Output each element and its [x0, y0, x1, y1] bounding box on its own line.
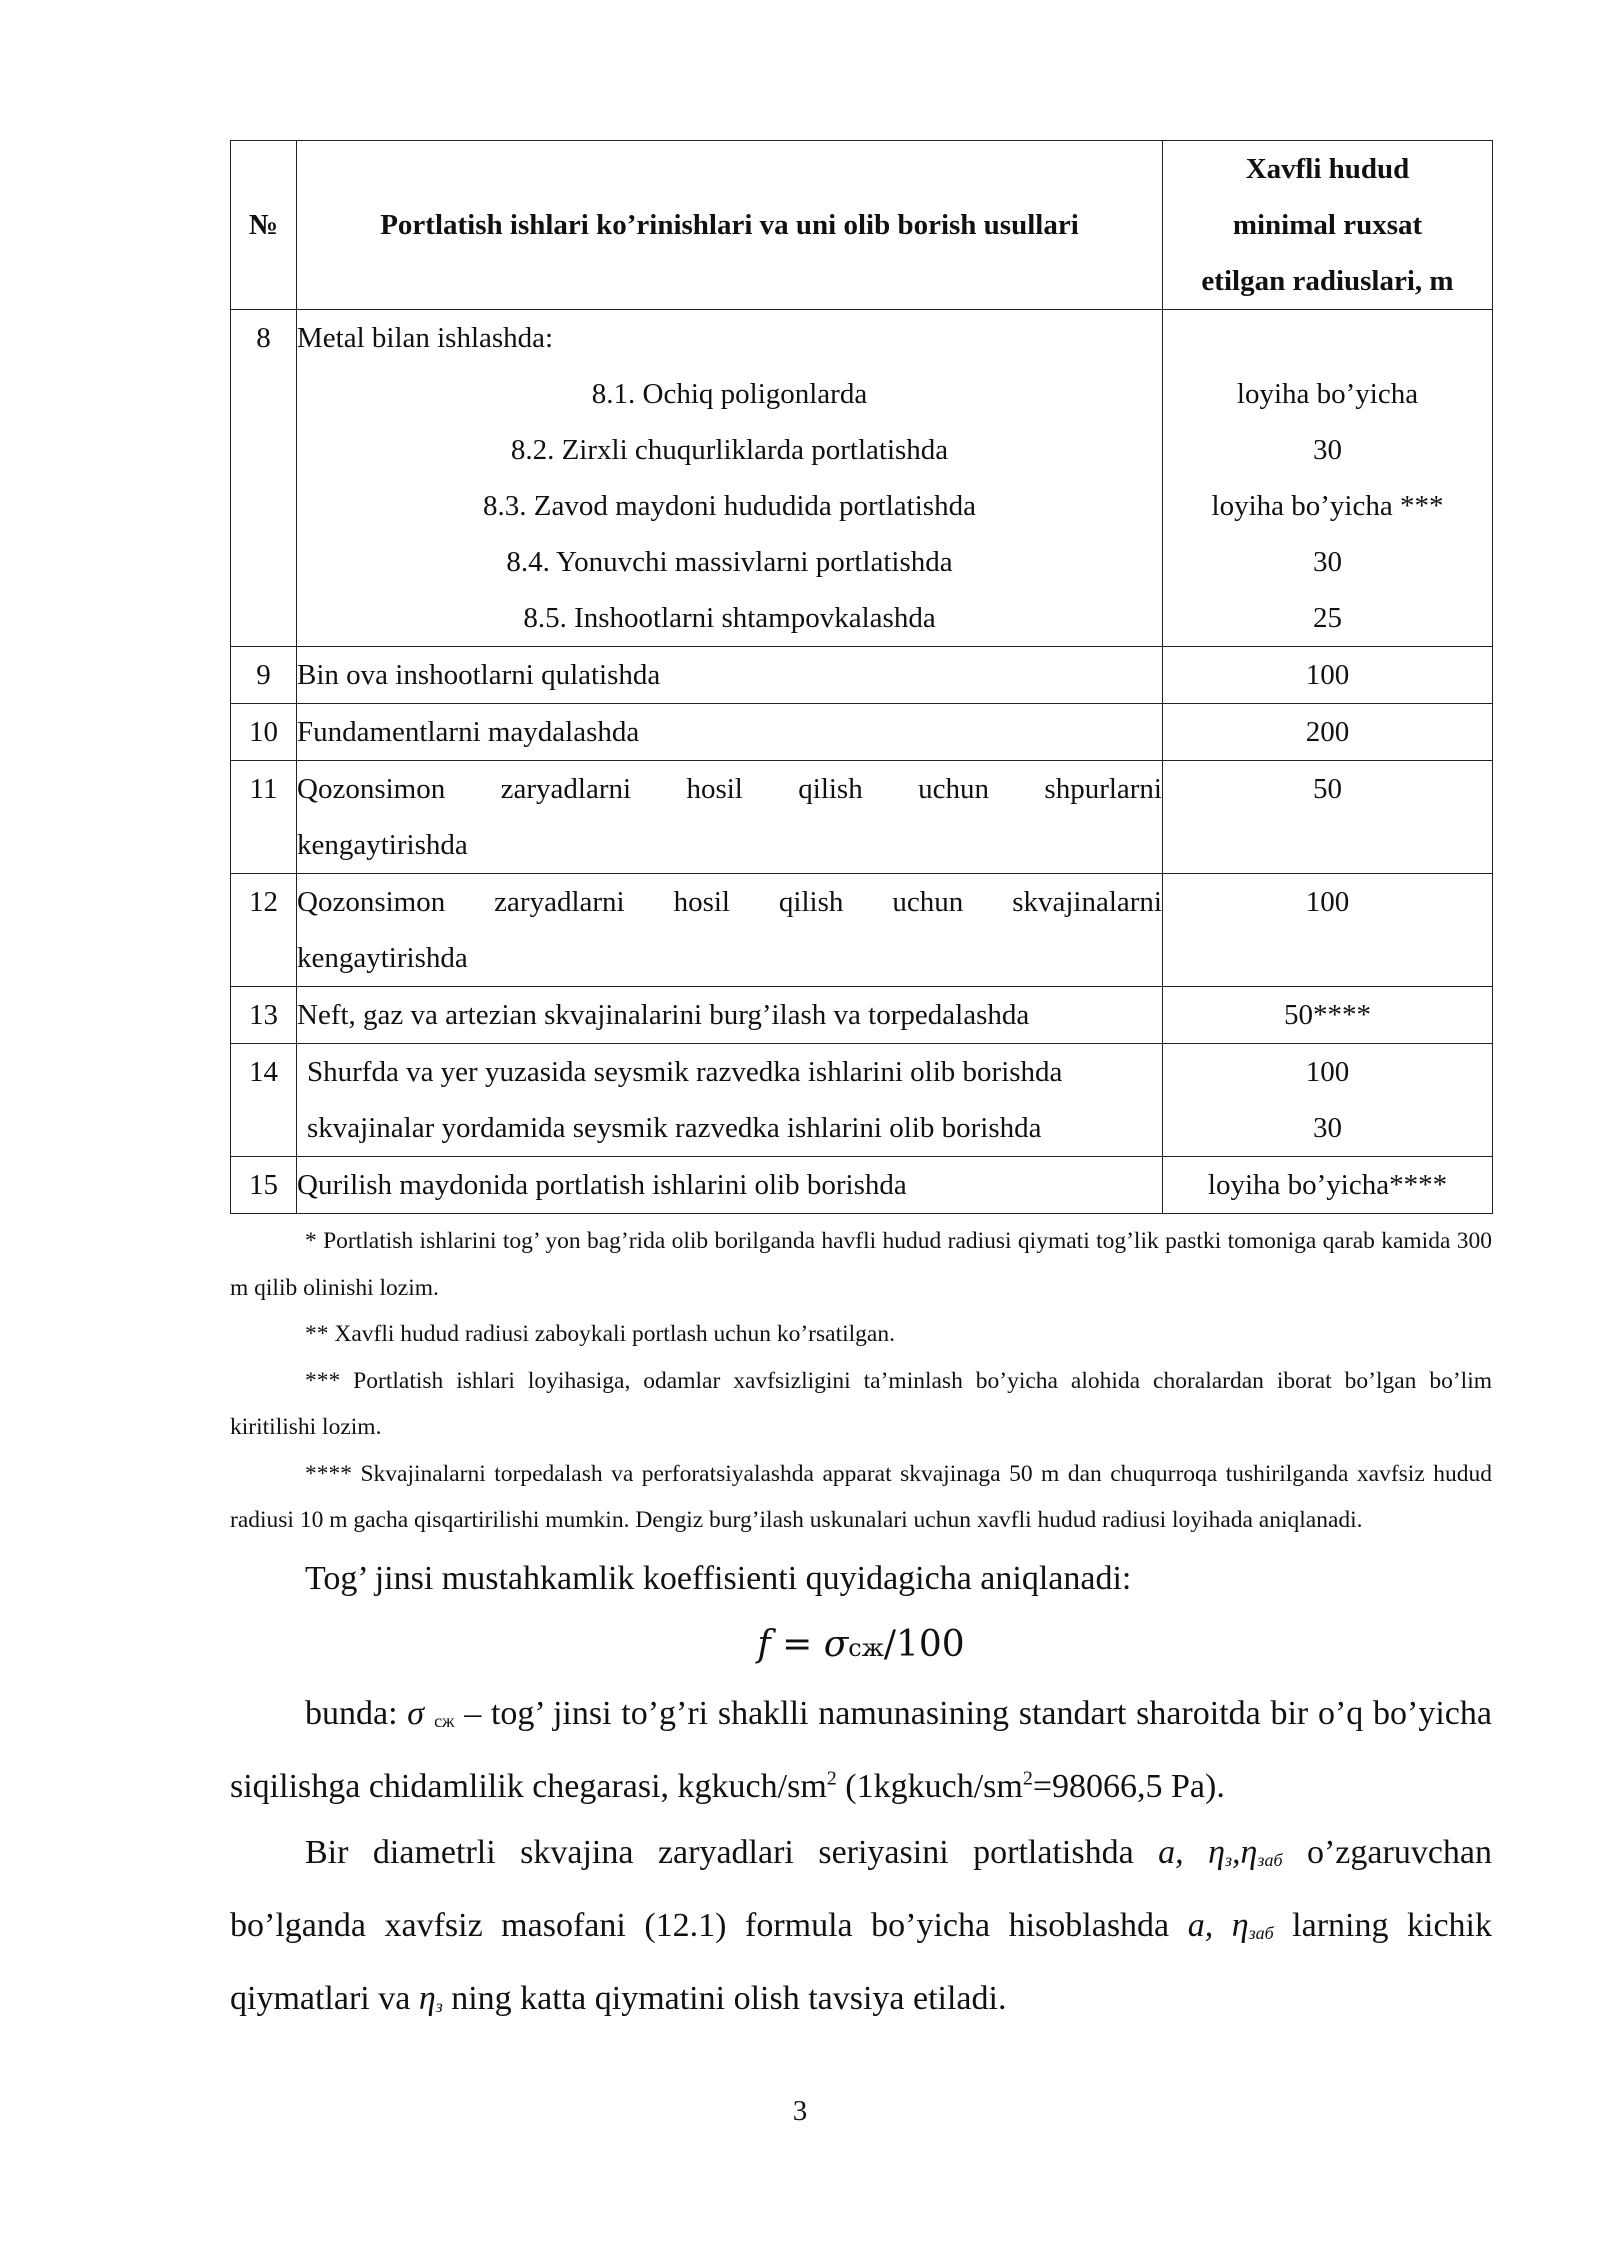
table-row — [231, 1044, 1493, 1157]
table-row — [231, 987, 1493, 1044]
p3-vars2: a, η — [1187, 1906, 1249, 1944]
table-row — [231, 1157, 1493, 1214]
row-radius-value1: 100 — [1305, 1056, 1350, 1088]
row-number-text: 9 — [256, 659, 271, 691]
row-description-line1: Qozonsimon zaryadlarni hosil qilish uchun shpurlarni — [297, 773, 1162, 805]
row-number-text: 12 — [249, 886, 278, 918]
row-description-line2: skvajinalar yordamida seysmik razvedka ishlarini olib borishda — [307, 1112, 1042, 1144]
row-description — [297, 1044, 1163, 1157]
row-description-text: Fundamentlarni maydalashda — [297, 716, 640, 748]
bunda-sup1: 2 — [826, 1767, 837, 1790]
row-number — [231, 704, 297, 761]
row-description-text: Neft, gaz va artezian skvajinalarini burg’ilash va torpedalashda — [297, 999, 1030, 1031]
p3-sub3: заб — [1248, 1922, 1274, 1943]
formula-tail: /100 — [883, 1623, 965, 1665]
row-number — [231, 310, 297, 647]
bunda-subscript: сж — [434, 1710, 455, 1731]
p3-eta: η — [418, 1979, 436, 2017]
row-description-line1: Shurfda va yer yuzasida seysmik razvedka ishlarini olib borishda — [307, 1056, 1063, 1088]
row-radius-text: 50**** — [1284, 999, 1371, 1031]
row-description — [297, 761, 1163, 874]
formula — [230, 1612, 1492, 1681]
footnote-4: **** Skvajinalarni torpedalash va perforatsiyalashda apparat skvajinaga 50 m dan chuqurroqa tushirilganda xavfsiz hudud radiusi 10 m gacha qisqartirilishi mumkin. Dengiz burg’ilash uskunalari uchun xavfli hudud radiusi loyihada aniqlanadi. — [230, 1460, 1492, 1533]
formula-sigma: σ — [823, 1623, 849, 1665]
p3-sub1: з — [1225, 1849, 1233, 1870]
header-description: Portlatish ishlari ko’rinishlari va uni olib borish usullari — [297, 141, 1163, 310]
footnote-2: ** Xavfli hudud radiusi zaboykali portlash uchun ko’rsatilgan. — [305, 1321, 895, 1347]
row8-title: Metal bilan ishlashda: — [297, 322, 554, 354]
header-radius-line2: minimal ruxsat — [1232, 209, 1423, 241]
row8-sub-5: 8.5. Inshootlarni shtampovkalashda — [523, 602, 936, 634]
row-number — [231, 874, 297, 987]
row-number — [231, 1044, 297, 1157]
paragraph-intro: Tog’ jinsi mustahkamlik koeffisienti quyidagicha aniqlanadi: — [305, 1559, 1132, 1597]
bunda-sigma: σ — [407, 1694, 425, 1732]
row-number-text: 11 — [249, 773, 278, 805]
bunda-text: – tog’ jinsi to’g’ri shaklli namunasining standart sharoitda bir o’q bo’yicha siqilishga chidamlilik chegarasi, kgkuch/sm — [230, 1694, 1492, 1805]
header-radius — [1163, 141, 1493, 310]
bunda-mid: (1kgkuch/sm — [836, 1767, 1023, 1805]
table-row — [231, 647, 1493, 704]
row-number-text: 15 — [249, 1169, 278, 1201]
table-row — [231, 704, 1493, 761]
row8-sub-3: 8.3. Zavod maydoni hududida portlatishda — [483, 490, 976, 522]
bunda-prefix: bunda: — [305, 1694, 408, 1732]
row-radius — [1163, 1157, 1493, 1214]
row-radius — [1163, 704, 1493, 761]
footnote-3: *** Portlatish ishlari loyihasiga, odamlar xavfsizligini ta’minlash bo’yicha alohida choralardan iborat bo’lgan bo’lim kiritilishi lozim. — [230, 1367, 1492, 1440]
row-description-line1: Qozonsimon zaryadlarni hosil qilish uchun skvajinalarni — [297, 886, 1162, 918]
blast-radius-table — [230, 140, 1493, 1214]
row8-sub-1: 8.1. Ochiq poligonlarda — [591, 378, 868, 410]
row-description — [297, 647, 1163, 704]
row-radius — [1163, 874, 1493, 987]
paragraph-recommendation — [230, 1820, 1492, 2039]
row8-sub-2: 8.2. Zirxli chuqurliklarda portlatishda — [510, 434, 949, 466]
table-header-row — [231, 141, 1493, 310]
formula-eq: = — [770, 1623, 824, 1665]
row8-value-3: loyiha bo’yicha *** — [1211, 490, 1444, 522]
row8-value-1: loyiha bo’yicha — [1236, 378, 1419, 410]
row-radius — [1163, 1044, 1493, 1157]
row-number-text: 14 — [249, 1056, 278, 1088]
p3-a: Bir diametrli skvajina zaryadlari seriyasini portlatishda — [305, 1833, 1159, 1871]
row-number — [231, 1157, 297, 1214]
table-row — [231, 761, 1493, 874]
row8-sub-4: 8.4. Yonuvchi massivlarni portlatishda — [506, 546, 953, 578]
row-number-text: 13 — [249, 999, 278, 1031]
row8-value-4: 30 — [1313, 546, 1342, 578]
table-row — [231, 310, 1493, 647]
body-text — [230, 1546, 1492, 2039]
document-page — [230, 140, 1492, 2039]
formula-f: f — [757, 1623, 771, 1665]
row-description — [297, 704, 1163, 761]
header-radius-line3: etilgan radiuslari, m — [1201, 265, 1454, 297]
p3-sub4: з — [435, 1995, 443, 2016]
row-number — [231, 987, 297, 1044]
row-number-text: 8 — [256, 322, 271, 354]
row-description — [297, 310, 1163, 647]
row-radius-text: loyiha bo’yicha**** — [1207, 1169, 1448, 1201]
row-radius-text: 100 — [1305, 659, 1350, 691]
row-description-line2: kengaytirishda — [297, 829, 468, 861]
p3-comma: ,η — [1232, 1833, 1258, 1871]
row-number-text: 10 — [249, 716, 278, 748]
header-radius-line1: Xavfli hudud — [1245, 153, 1410, 185]
bunda-end: =98066,5 Pa). — [1032, 1767, 1225, 1805]
row-radius — [1163, 647, 1493, 704]
formula-subscript: сж — [848, 1633, 884, 1662]
row-number — [231, 647, 297, 704]
bunda-sup2: 2 — [1022, 1767, 1033, 1790]
row-description-text: Bin ova inshootlarni qulatishda — [297, 659, 661, 691]
row-description-text: Qurilish maydonida portlatish ishlarini olib borishda — [297, 1169, 907, 1201]
row8-value-5: 25 — [1313, 602, 1342, 634]
row-description-line2: kengaytirishda — [297, 942, 468, 974]
row-description — [297, 987, 1163, 1044]
table-row — [231, 874, 1493, 987]
footnote-1: * Portlatish ishlarini tog’ yon bag’rida olib borilganda havfli hudud radiusi qiymati tog’lik pastki tomoniga qarab kamida 300 m qilib olinishi lozim. — [230, 1228, 1492, 1301]
row-radius — [1163, 310, 1493, 647]
row-radius-text: 50 — [1313, 773, 1342, 805]
row-radius-value2: 30 — [1313, 1112, 1342, 1144]
header-number: № — [231, 141, 297, 310]
row-radius-text: 200 — [1305, 716, 1350, 748]
row-number — [231, 761, 297, 874]
p3-vars1: a, η — [1158, 1833, 1226, 1871]
page-number: 3 — [792, 2095, 808, 2127]
row-description — [297, 1157, 1163, 1214]
row-radius-text: 100 — [1305, 886, 1350, 918]
row8-value-2: 30 — [1313, 434, 1342, 466]
p3-c: larning kichik qiymatlari va — [230, 1906, 1492, 2017]
p3-d: ning katta qiymatini olish tavsiya etiladi. — [442, 1979, 1007, 2017]
p3-sub2: заб — [1257, 1849, 1283, 1870]
row-description — [297, 874, 1163, 987]
row-radius — [1163, 987, 1493, 1044]
p3-b: o’zgaruvchan bo’lganda xavfsiz masofani (12.1) formula bo’yicha hisoblashda — [230, 1833, 1492, 1944]
row-radius — [1163, 761, 1493, 874]
table-footnotes — [230, 1218, 1492, 1544]
paragraph-bunda — [230, 1681, 1492, 1820]
